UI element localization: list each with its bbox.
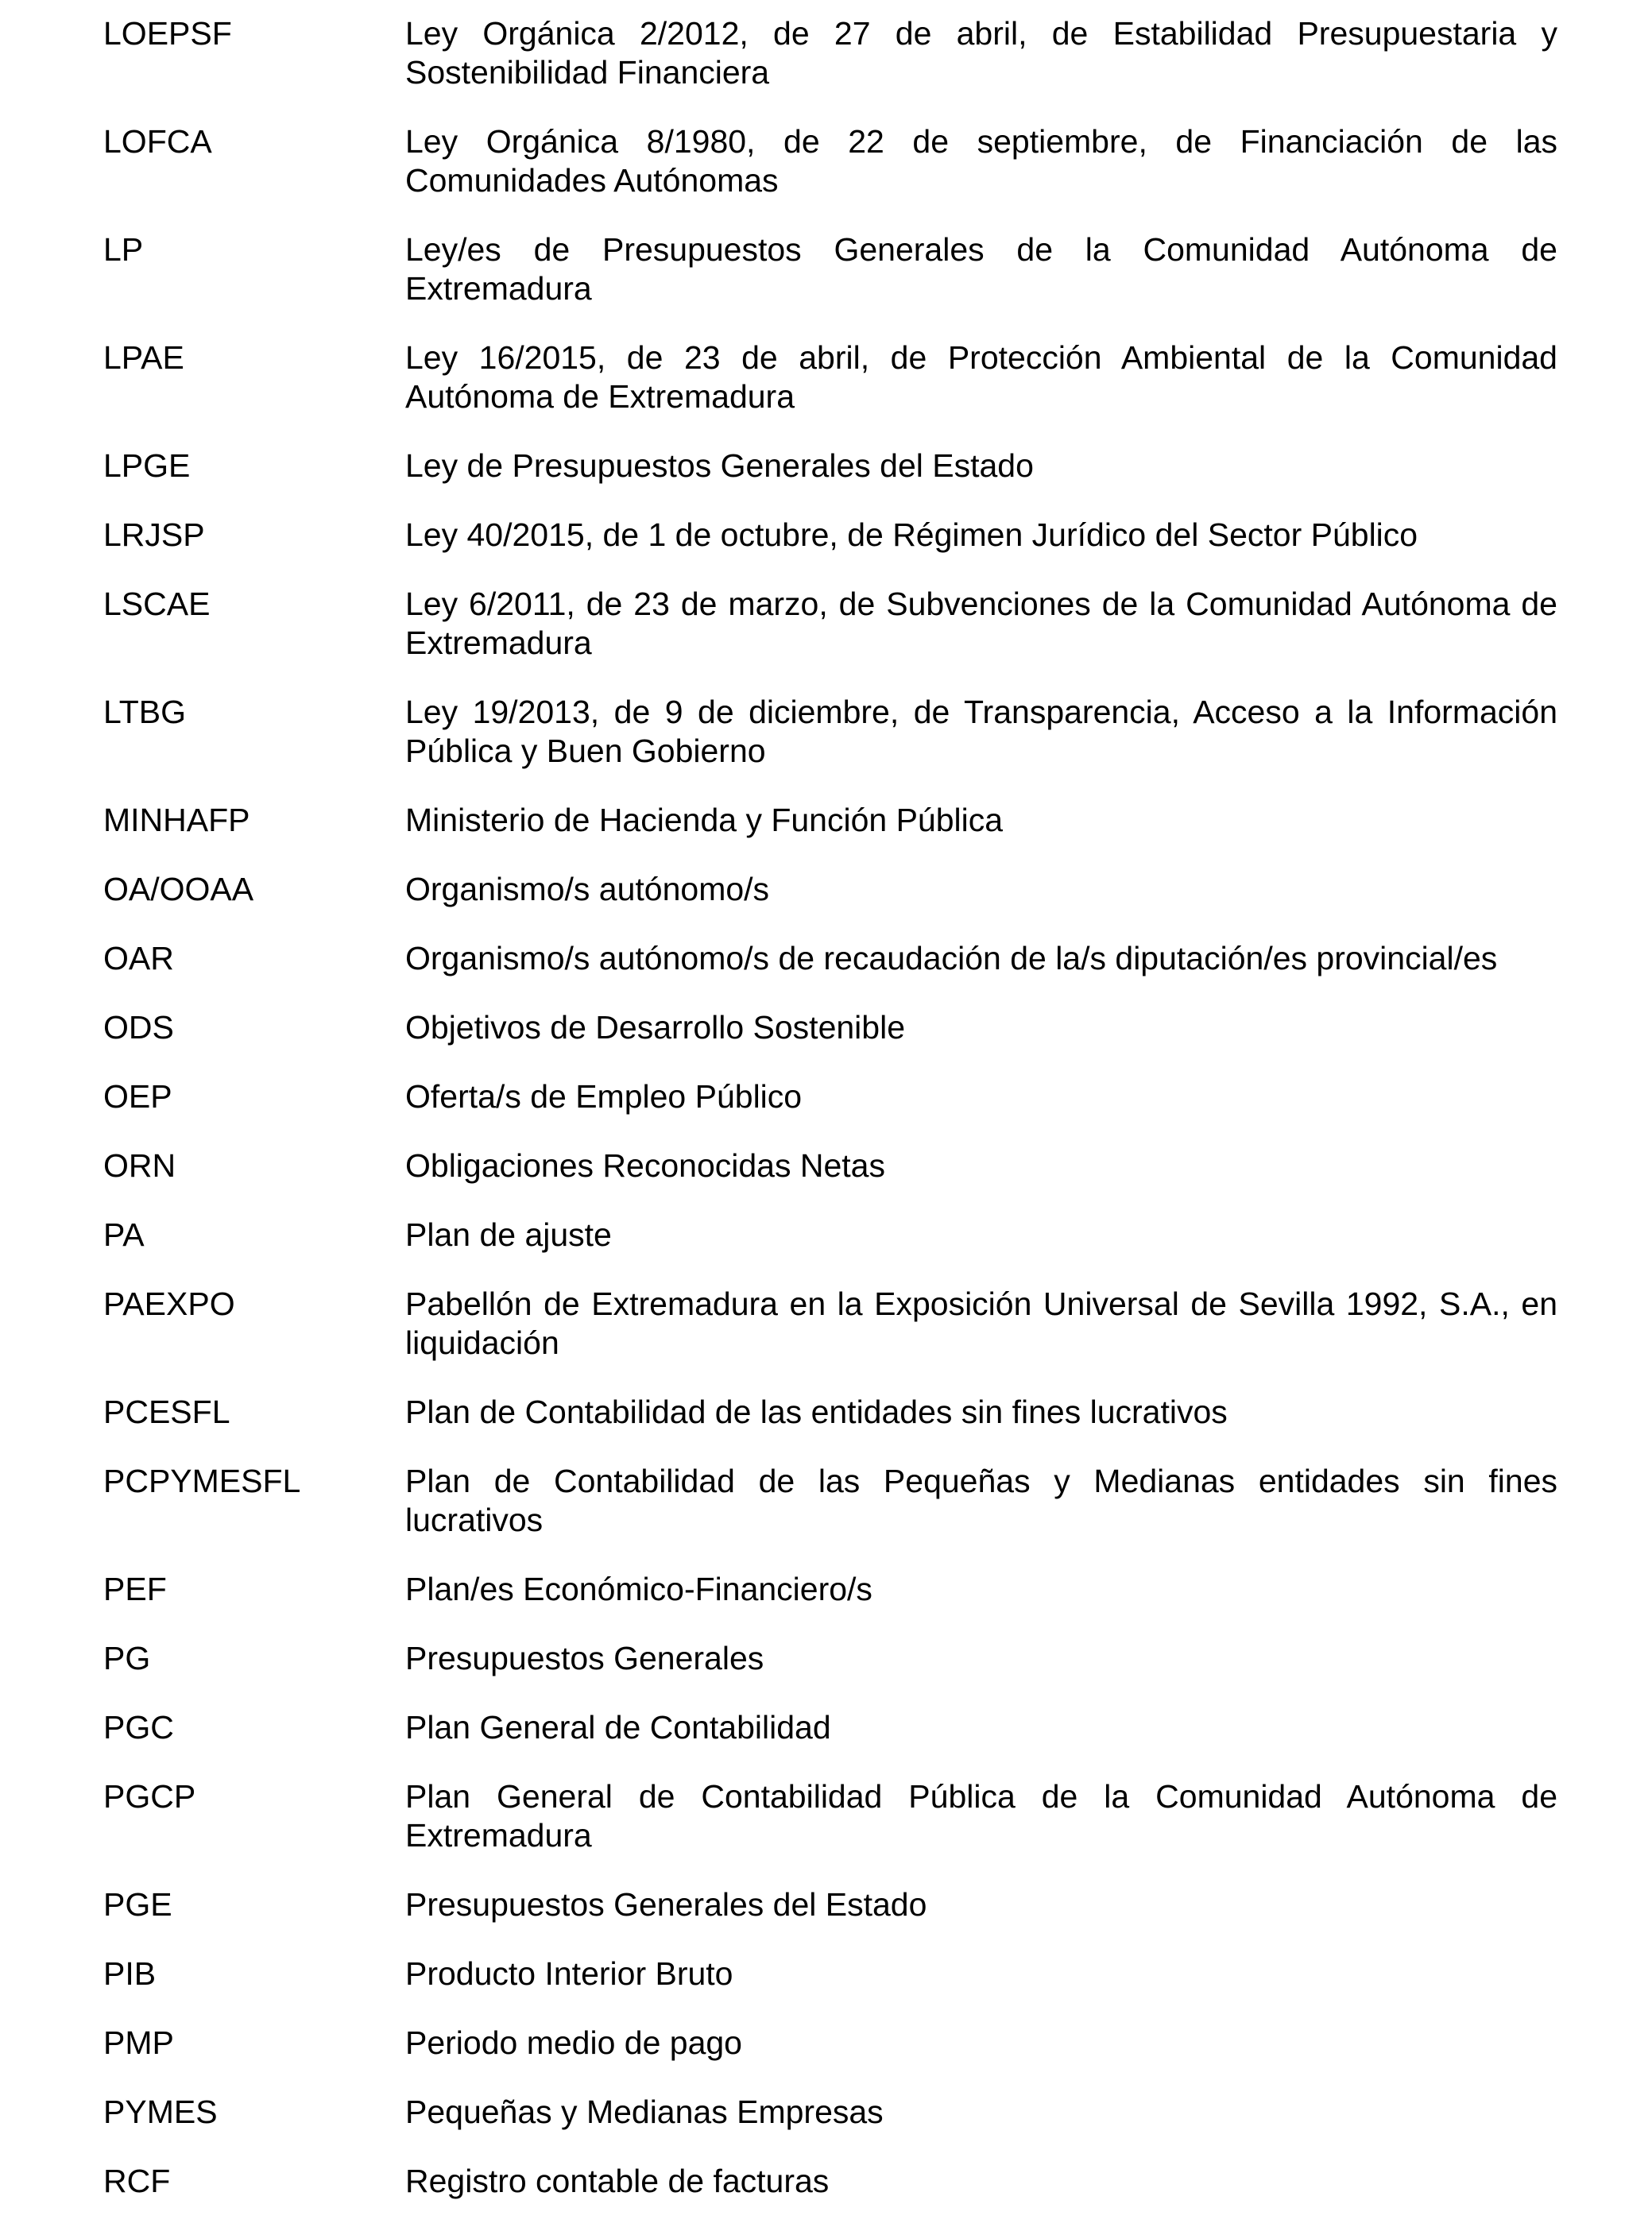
abbreviation-term: LRJSP [103,516,205,553]
abbreviation-term: PCPYMESFL [103,1463,301,1499]
abbreviation-definition: Plan de Contabilidad de las entidades sin fines lucrativos [405,1394,1228,1430]
list-item [103,14,1557,92]
list-item [103,1077,1557,1116]
list-item [103,230,1557,308]
list-item [103,939,1557,978]
list-item [103,1393,1557,1432]
abbreviation-term: LP [103,231,144,268]
abbreviation-term: PAEXPO [103,1286,235,1322]
abbreviation-term: PGE [103,1886,172,1923]
abbreviation-definition: Ley 6/2011, de 23 de marzo, de Subvenciones de la Comunidad Autónoma de Extremadura [405,586,1557,661]
list-item [103,2093,1557,2132]
abbreviation-definition: Plan General de Contabilidad [405,1709,831,1746]
list-item [103,1885,1557,1924]
abbreviation-definition: Presupuestos Generales [405,1640,764,1676]
abbreviation-definition: Plan General de Contabilidad Pública de la Comunidad Autónoma de Extremadura [405,1778,1557,1854]
list-item [103,585,1557,663]
abbreviation-definition: Organismo/s autónomo/s de recaudación de la/s diputación/es provincial/es [405,940,1498,976]
abbreviation-term: OEP [103,1078,172,1115]
list-item [103,693,1557,771]
abbreviation-term: LTBG [103,694,187,730]
abbreviation-term: PCESFL [103,1394,230,1430]
abbreviation-term: PEF [103,1571,167,1607]
list-item [103,1216,1557,1255]
list-item [103,2024,1557,2063]
abbreviation-definition: Organismo/s autónomo/s [405,871,770,907]
abbreviation-definition: Periodo medio de pago [405,2024,742,2061]
abbreviation-definition: Registro contable de facturas [405,2163,830,2199]
abbreviation-term: OAR [103,940,174,976]
abbreviation-term: PG [103,1640,151,1676]
abbreviation-term: PIB [103,1955,157,1992]
abbreviation-definition: Ley Orgánica 8/1980, de 22 de septiembre, de Financiación de las Comunidades Autónomas [405,123,1557,199]
abbreviation-term: LSCAE [103,586,211,622]
list-item [103,1285,1557,1363]
abbreviation-definition: Ministerio de Hacienda y Función Pública [405,802,1004,838]
list-item [103,1008,1557,1047]
abbreviation-term: LPGE [103,447,191,484]
abbreviation-definition: Ley 40/2015, de 1 de octubre, de Régimen Jurídico del Sector Público [405,516,1418,553]
abbreviation-definition: Producto Interior Bruto [405,1955,733,1992]
abbreviation-definition: Pabellón de Extremadura en la Exposición Universal de Sevilla 1992, S.A., en liquidación [405,1286,1557,1361]
abbreviation-definition: Presupuestos Generales del Estado [405,1886,927,1923]
list-item [103,122,1557,200]
list-item [103,1462,1557,1540]
abbreviation-term: OA/OOAA [103,871,254,907]
abbreviation-term: LOFCA [103,123,212,160]
abbreviation-definition: Plan de ajuste [405,1216,612,1253]
list-item [103,1708,1557,1747]
abbreviation-definition: Ley 16/2015, de 23 de abril, de Protección Ambiental de la Comunidad Autónoma de Extremadura [405,339,1557,415]
abbreviation-list [103,14,1557,2231]
abbreviation-term: ODS [103,1009,174,1046]
list-item [103,2162,1557,2201]
abbreviation-term: PA [103,1216,145,1253]
abbreviation-definition: Pequeñas y Medianas Empresas [405,2094,884,2130]
abbreviation-term: LOEPSF [103,15,232,52]
abbreviation-definition: Obligaciones Reconocidas Netas [405,1147,885,1184]
abbreviation-definition: Ley de Presupuestos Generales del Estado [405,447,1034,484]
abbreviation-definition: Ley 19/2013, de 9 de diciembre, de Transparencia, Acceso a la Información Pública y Buen Gobierno [405,694,1557,769]
abbreviation-definition: Objetivos de Desarrollo Sostenible [405,1009,905,1046]
abbreviation-term: PMP [103,2024,174,2061]
list-item [103,1955,1557,1993]
abbreviation-term: PGCP [103,1778,196,1815]
abbreviation-definition: Oferta/s de Empleo Público [405,1078,803,1115]
list-item [103,1777,1557,1855]
list-item [103,1570,1557,1609]
abbreviation-term: LPAE [103,339,184,376]
abbreviation-term: PYMES [103,2094,218,2130]
list-item [103,1639,1557,1678]
abbreviation-term: ORN [103,1147,176,1184]
abbreviation-definition: Ley/es de Presupuestos Generales de la Comunidad Autónoma de Extremadura [405,231,1557,307]
abbreviation-definition: Plan/es Económico-Financiero/s [405,1571,872,1607]
list-item [103,801,1557,840]
list-item [103,516,1557,555]
list-item [103,1146,1557,1185]
abbreviation-term: PGC [103,1709,174,1746]
abbreviation-term: RCF [103,2163,171,2199]
abbreviation-definition: Plan de Contabilidad de las Pequeñas y Medianas entidades sin fines lucrativos [405,1463,1557,1538]
abbreviation-definition: Ley Orgánica 2/2012, de 27 de abril, de Estabilidad Presupuestaria y Sostenibilidad Financiera [405,15,1557,91]
list-item [103,870,1557,909]
list-item [103,338,1557,416]
list-item [103,447,1557,485]
abbreviation-term: MINHAFP [103,802,250,838]
